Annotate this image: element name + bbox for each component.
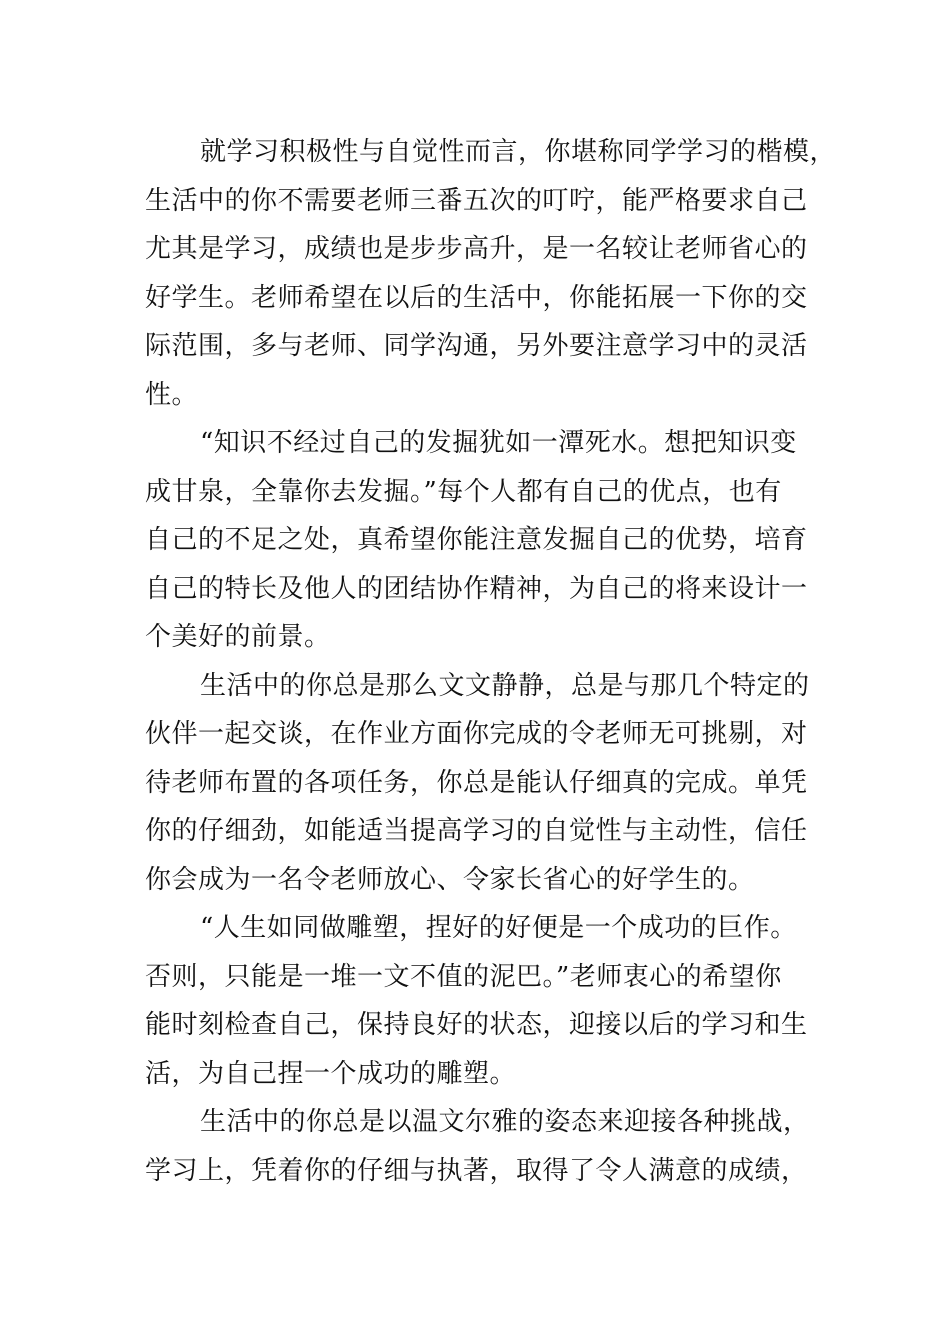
text-line: 自己的特长及他人的团结协作精神，为自己的将来设计一 [145,573,808,604]
text-line: 好学生。老师希望在以后的生活中，你能拓展一下你的交 [145,282,808,313]
paragraph-4 [145,904,815,1098]
text-line: 性。 [145,379,199,410]
text-line: 就学习积极性与自觉性而言，你堪称同学学习的楷模， [200,137,837,167]
text-line: 待老师布置的各项任务，你总是能认仔细真的完成。单凭 [145,767,808,798]
text-line: 个美好的前景。 [145,622,331,652]
text-line: 成甘泉，全靠你去发掘。”每个人都有自己的优点，也有 [145,476,782,507]
text-line: 学习上，凭着你的仔细与执著，取得了令人满意的成绩， [145,1155,808,1186]
paragraph-2 [145,419,815,662]
text-line: 否则，只能是一堆一文不值的泥巴。”老师衷心的希望你 [145,961,782,992]
text-line: 你的仔细劲，如能适当提高学习的自觉性与主动性，信任 [145,816,808,846]
text-line: 生活中的你不需要老师三番五次的叮咛，能严格要求自己 [145,185,808,216]
paragraph-5 [145,1098,815,1195]
text-line: 生活中的你总是那么文文静静，总是与那几个特定的 [200,670,810,701]
text-line: 活，为自己捏一个成功的雕塑。 [145,1058,517,1089]
text-line: 生活中的你总是以温文尔雅的姿态来迎接各种挑战， [200,1107,810,1137]
text-line: 尤其是学习，成绩也是步步高升，是一名较让老师省心的 [145,234,808,264]
text-line: 能时刻检查自己，保持良好的状态，迎接以后的学习和生 [145,1010,808,1040]
text-line: “知识不经过自己的发掘犹如一潭死水。想把知识变 [200,428,797,458]
text-line: 伙伴一起交谈，在作业方面你完成的令老师无可挑剔，对 [145,719,808,749]
paragraph-3 [145,662,815,905]
text-line: 际范围，多与老师、同学沟通，另外要注意学习中的灵活 [145,331,808,361]
document-body [145,128,837,1195]
paragraph-1 [145,128,837,419]
text-line: “人生如同做雕塑，捏好的好便是一个成功的巨作。 [200,913,797,943]
text-line: 你会成为一名令老师放心、令家长省心的好学生的。 [145,864,755,895]
text-line: 自己的不足之处，真希望你能注意发掘自己的优势，培育 [145,525,808,555]
